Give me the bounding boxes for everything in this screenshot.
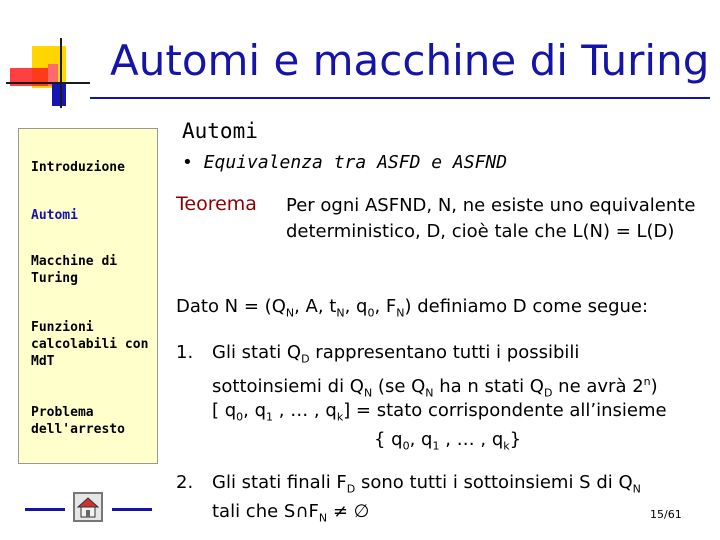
item-1-line-4: { $q_0$, $q_1$ , … , $q_k$} [374, 429, 522, 453]
theorem-text: Per ogni ASFND, N, ne esiste uno equivalente deterministico, D, cioè tale che L(N) = L(D) [286, 195, 696, 242]
home-icon [75, 494, 101, 520]
item-2-number: 2. [176, 472, 194, 493]
item-2-line-2: tali che $S\cap F_N$ ≠ ∅ [212, 501, 370, 525]
sidebar-item-problema[interactable]: Problema dell'arresto [31, 405, 125, 437]
next-slide-button[interactable] [112, 508, 152, 511]
bullet-heading: • Equivalenza tra ASFD e ASFND [182, 152, 508, 173]
item-1-line-2: sottoinsiemi di $Q_N$ (se $Q_N$ ha n stati $Q_D$ ne avrà 2$^n$) [212, 375, 658, 400]
logo-horizontal-line [6, 82, 90, 84]
section-heading: Automi [182, 119, 258, 143]
logo-vertical-line [60, 38, 62, 108]
item-1-line-3: [ $q_0$, $q_1$ , … , $q_k$] = stato corrispondente all’insieme [212, 400, 667, 424]
home-button[interactable] [73, 492, 103, 522]
previous-slide-button[interactable] [25, 508, 65, 511]
theorem-label: Teorema [176, 193, 257, 215]
sidebar-item-funzioni[interactable]: Funzioni calcolabili con MdT [31, 320, 149, 369]
page-title: Automi e macchine di Turing [110, 36, 710, 85]
sidebar-item-automi[interactable]: Automi [31, 208, 78, 223]
title-underline [90, 97, 710, 99]
page-number: 15/61 [650, 508, 682, 521]
item-1-number: 1. [176, 342, 194, 363]
item-2-line-1: Gli stati finali $F_D$ sono tutti i sottoinsiemi S di $Q_N$ [212, 472, 641, 496]
logo-blue-block [52, 82, 66, 106]
sidebar-item-macchine[interactable]: Macchine di Turing [31, 254, 118, 286]
sidebar-item-introduzione[interactable]: Introduzione [31, 160, 125, 175]
definition-line: Dato $N = (Q_N$, A, $t_N$, $q_0$, $F_N$) definiamo D come segue: [176, 296, 649, 320]
item-1-line-1: Gli stati $Q_D$ rappresentano tutti i possibili [212, 342, 580, 366]
sidebar [18, 128, 158, 464]
